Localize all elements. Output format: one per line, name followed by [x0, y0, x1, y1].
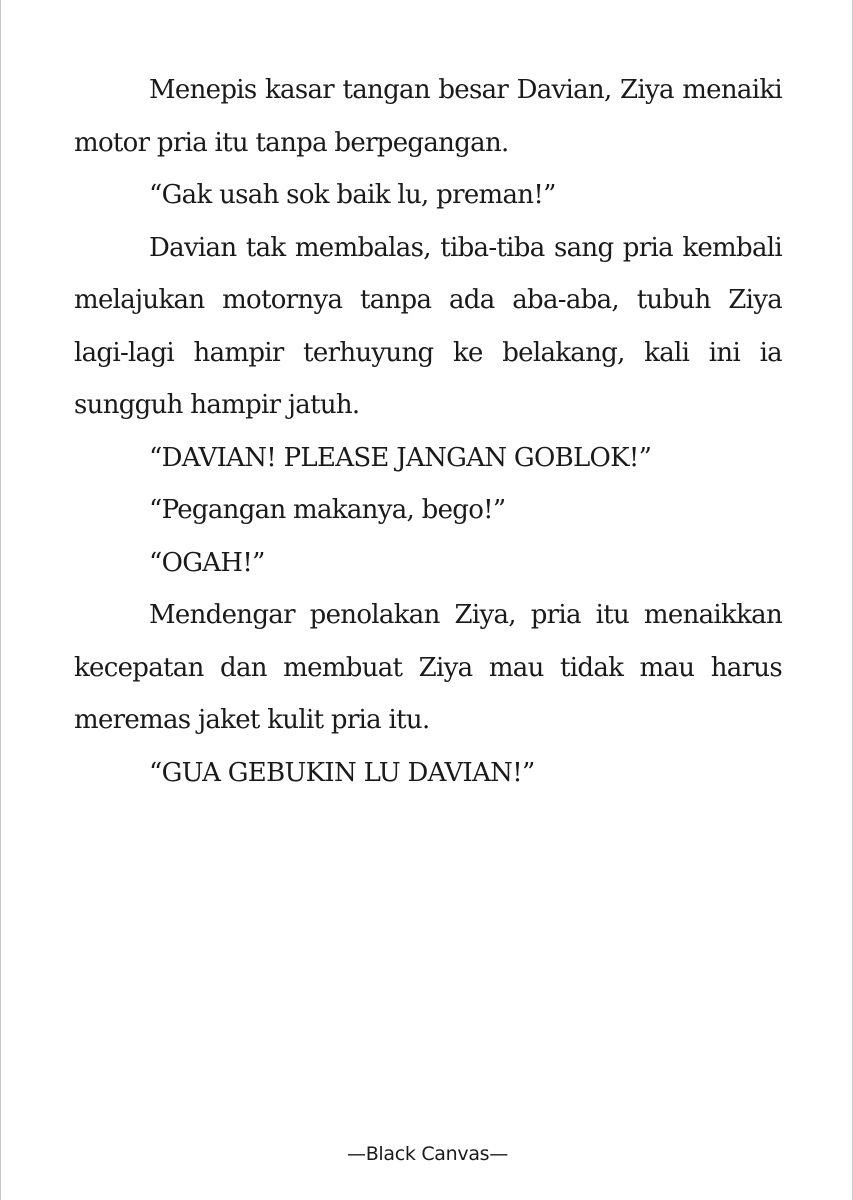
paragraph-3: Davian tak membalas, tiba-tiba sang pria kembali melajukan motornya tanpa ada aba-aba, tubuh Ziya lagi-lagi hampir terhuyung ke belakang, kali ini ia sungguh hampir jatuh. — [74, 232, 782, 420]
paragraph-6: “OGAH!” — [149, 547, 265, 578]
paragraph-1: Menepis kasar tangan besar Davian, Ziya menaiki motor pria itu tanpa berpegangan. — [74, 75, 782, 158]
story-text — [74, 64, 782, 799]
paragraph-4: “DAVIAN! PLEASE JANGAN GOBLOK!” — [149, 442, 652, 473]
paragraph-8: “GUA GEBUKIN LU DAVIAN!” — [149, 757, 535, 788]
paragraph-7: Mendengar penolakan Ziya, pria itu menaikkan kecepatan dan membuat Ziya mau tidak mau harus meremas jaket kulit pria itu. — [74, 600, 782, 735]
paragraph-5: “Pegangan makanya, bego!” — [149, 495, 506, 525]
paragraph-2: “Gak usah sok baik lu, preman!” — [149, 180, 556, 210]
page-footer: —Black Canvas— — [347, 1143, 508, 1165]
